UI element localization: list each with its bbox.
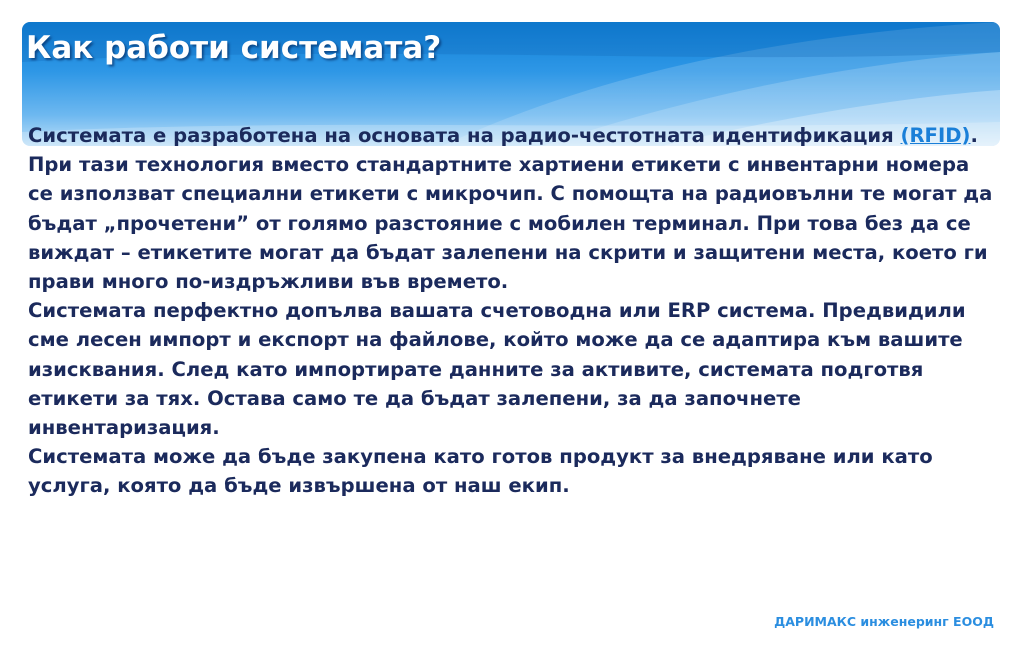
body-text <box>28 121 998 501</box>
paragraph-3: Системата перфектно допълва вашата счетоводна или ERP система. Предвидили сме лесен импорт и експорт на файлове, който може да се адаптира към вашите изисквания. След като импортирате данните за активите, системата подготвя етикети за тях. Остава само те да бъдат залепени, за да започнете инвентаризация. <box>28 299 966 440</box>
paragraph-1 <box>28 121 998 150</box>
footer-company: ДАРИМАКС инженеринг ЕООД <box>774 614 994 629</box>
paragraph-4: Системата може да бъде закупена като готов продукт за внедряване или като услуга, която да бъде извършена от наш екип. <box>28 445 933 498</box>
paragraph-2: При тази технология вместо стандартните хартиени етикети с инвентарни номера се използват специални етикети с микрочип. С помощта на радиовълни те могат да бъдат „прочетени” от голямо разстояние с мобилен терминал. При това без да се виждат – етикетите могат да бъдат залепени на скрити и защитени места, което ги прави много по-издръжливи във времето. <box>28 153 993 294</box>
paragraph-1-text: Системата е разработена на основата на радио-честотната идентификация <box>28 124 901 147</box>
paragraph-1-end: . <box>970 124 978 147</box>
rfid-link[interactable]: (RFID) <box>900 124 971 147</box>
page-title: Как работи системата? <box>26 30 442 66</box>
